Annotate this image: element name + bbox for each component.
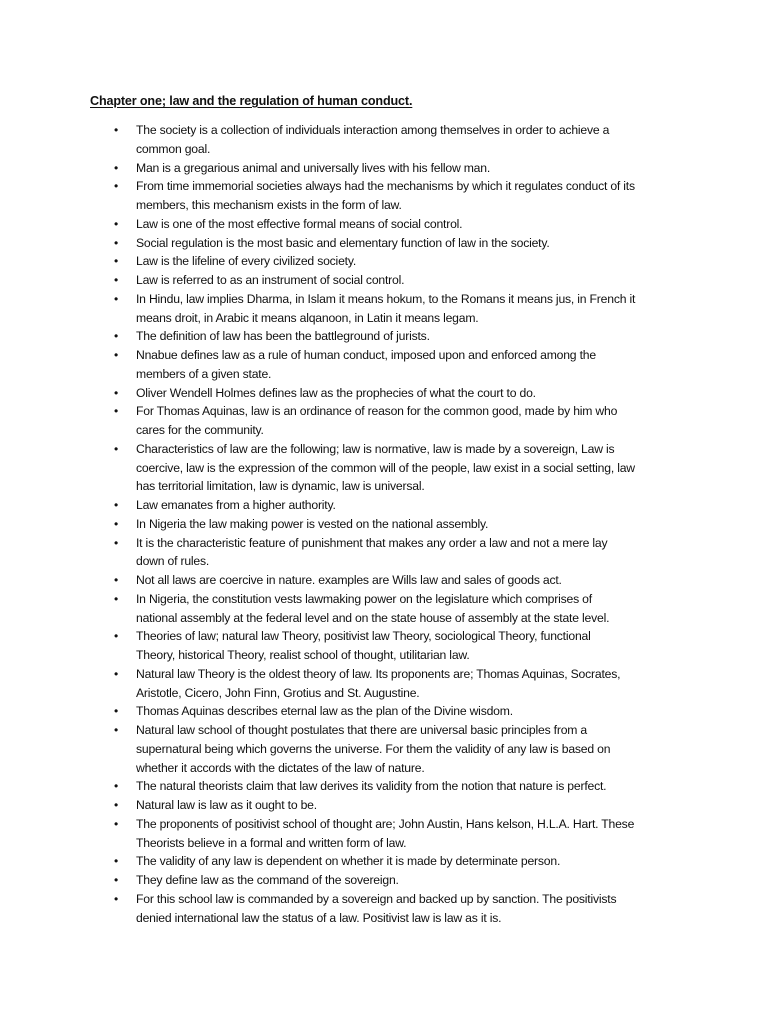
bullet-list	[0, 121, 768, 927]
list-item-text-line: Natural law Theory is the oldest theory of law. Its proponents are; Thomas Aquinas, Socrates,	[136, 666, 621, 681]
bullet-marker: •	[114, 873, 119, 887]
list-item	[0, 440, 684, 496]
list-item-text-line: The natural theorists claim that law derives its validity from the notion that nature is perfect.	[136, 779, 607, 794]
list-item-text-line: The definition of law has been the battleground of jurists.	[136, 329, 430, 344]
bullet-marker: •	[114, 329, 119, 344]
list-item	[0, 852, 684, 871]
list-item-text-line: In Nigeria the law making power is vested on the national assembly.	[136, 516, 489, 531]
list-item	[0, 252, 684, 271]
list-item-text-line: common goal.	[136, 141, 211, 156]
list-item-text-line: The proponents of positivist school of thought are; John Austin, Hans kelson, H.L.A. Hart. These	[136, 816, 635, 831]
list-item	[0, 234, 684, 253]
list-item	[0, 702, 684, 721]
list-item-text-line: In Nigeria, the constitution vests lawmaking power on the legislature which comprises of	[136, 591, 592, 606]
list-item	[0, 159, 684, 178]
list-item-text-line: Theory, historical Theory, realist school of thought, utilitarian law.	[136, 648, 470, 662]
list-item-text-line: Oliver Wendell Holmes defines law as the prophecies of what the court to do.	[136, 385, 536, 400]
bullet-marker: •	[114, 798, 119, 812]
bullet-marker: •	[114, 385, 119, 400]
list-item	[0, 796, 684, 815]
list-item-text-line: cares for the community.	[136, 423, 264, 437]
list-item-text-line: Law is the lifeline of every civilized society.	[136, 254, 357, 269]
list-item-text-line: Law is referred to as an instrument of social control.	[136, 273, 405, 287]
list-item	[0, 515, 684, 534]
bullet-marker: •	[114, 291, 119, 306]
list-item	[0, 327, 684, 346]
bullet-marker: •	[114, 591, 119, 606]
list-item-text-line: Nnabue defines law as a rule of human conduct, imposed upon and enforced among the	[136, 348, 596, 362]
bullet-marker: •	[114, 123, 119, 137]
bullet-marker: •	[114, 816, 119, 831]
list-item-text-line: down of rules.	[136, 554, 210, 569]
list-item-text-line: The validity of any law is dependent on whether it is made by determinate person.	[136, 854, 561, 869]
list-item	[0, 346, 684, 384]
list-item-text-line: Characteristics of law are the following; law is normative, law is made by a sovereign, Law is	[136, 441, 615, 456]
bullet-marker: •	[114, 516, 119, 531]
bullet-marker: •	[114, 779, 119, 794]
list-item-text-line: For Thomas Aquinas, law is an ordinance of reason for the common good, made by him who	[136, 404, 618, 419]
list-item	[0, 777, 684, 796]
list-item-text-line: Not all laws are coercive in nature. examples are Wills law and sales of goods act.	[136, 573, 562, 587]
list-item-text-line: Man is a gregarious animal and universally lives with his fellow man.	[136, 160, 491, 175]
list-item	[0, 290, 684, 328]
list-item-text-line: Natural law is law as it ought to be.	[136, 798, 317, 812]
list-item-text-line: Theories of law; natural law Theory, positivist law Theory, sociological Theory, functional	[136, 629, 591, 644]
list-item-text-line: has territorial limitation, law is dynamic, law is universal.	[136, 479, 425, 494]
bullet-marker: •	[114, 254, 119, 269]
bullet-marker: •	[114, 573, 119, 587]
bullet-marker: •	[114, 160, 119, 175]
list-item	[0, 627, 684, 665]
list-item-text-line: Natural law school of thought postulates that there are universal basic principles from a	[136, 723, 587, 737]
list-item-text-line: members, this mechanism exists in the form of law.	[136, 198, 402, 212]
list-item-text-line: Social regulation is the most basic and elementary function of law in the society.	[136, 235, 550, 250]
bullet-marker: •	[114, 723, 119, 737]
bullet-marker: •	[114, 854, 119, 869]
list-item	[0, 177, 684, 215]
list-item	[0, 871, 684, 890]
list-item-text-line: Aristotle, Cicero, John Finn, Grotius and St. Augustine.	[136, 685, 420, 700]
list-item-text-line: denied international law the status of a law. Positivist law is law as it is.	[136, 910, 502, 925]
list-item-text-line: The society is a collection of individuals interaction among themselves in order to achieve a	[136, 123, 610, 137]
list-item-text-line: supernatural being which governs the universe. For them the validity of any law is based on	[136, 741, 611, 756]
list-item	[0, 271, 684, 290]
bullet-marker: •	[114, 179, 119, 194]
list-item-text-line: Law is one of the most effective formal means of social control.	[136, 216, 463, 231]
list-item-text-line: It is the characteristic feature of punishment that makes any order a law and not a mere lay	[136, 535, 608, 550]
chapter-heading: Chapter one; law and the regulation of human conduct.	[90, 94, 413, 108]
list-item-text-line: national assembly at the federal level and on the state house of assembly at the state level.	[136, 610, 610, 625]
bullet-marker: •	[114, 535, 119, 550]
list-item	[0, 496, 684, 515]
list-item	[0, 815, 684, 853]
list-item	[0, 571, 684, 590]
list-item-text-line: For this school law is commanded by a sovereign and backed up by sanction. The positivists	[136, 891, 617, 906]
list-item-text-line: members of a given state.	[136, 366, 272, 381]
list-item-text-line: From time immemorial societies always had the mechanisms by which it regulates conduct of its	[136, 179, 635, 194]
list-item	[0, 890, 684, 928]
list-item-text-line: Thomas Aquinas describes eternal law as the plan of the Divine wisdom.	[136, 704, 513, 719]
bullet-marker: •	[114, 273, 119, 287]
list-item-text-line: They define law as the command of the sovereign.	[136, 873, 399, 887]
bullet-marker: •	[114, 348, 119, 362]
bullet-marker: •	[114, 404, 119, 419]
list-item	[0, 384, 684, 403]
list-item	[0, 590, 684, 628]
bullet-marker: •	[114, 704, 119, 719]
list-item	[0, 402, 684, 440]
list-item-text-line: Theorists believe in a formal and written form of law.	[136, 835, 407, 850]
list-item-text-line: coercive, law is the expression of the common will of the people, law exist in a social setting, law	[136, 460, 635, 475]
list-item-text-line: Law emanates from a higher authority.	[136, 498, 336, 512]
bullet-marker: •	[114, 216, 119, 231]
list-item	[0, 665, 684, 703]
list-item	[0, 534, 684, 572]
list-item	[0, 121, 684, 159]
list-item	[0, 721, 684, 777]
bullet-marker: •	[114, 666, 119, 681]
list-item	[0, 215, 684, 234]
list-item-text-line: whether it accords with the dictates of the law of nature.	[136, 760, 425, 775]
bullet-marker: •	[114, 441, 119, 456]
bullet-marker: •	[114, 235, 119, 250]
list-item-text-line: In Hindu, law implies Dharma, in Islam it means hokum, to the Romans it means jus, in French it	[136, 291, 636, 306]
list-item-text-line: means droit, in Arabic it means alqanoon, in Latin it means legam.	[136, 310, 479, 325]
bullet-marker: •	[114, 891, 119, 906]
bullet-marker: •	[114, 498, 119, 512]
bullet-marker: •	[114, 629, 119, 644]
